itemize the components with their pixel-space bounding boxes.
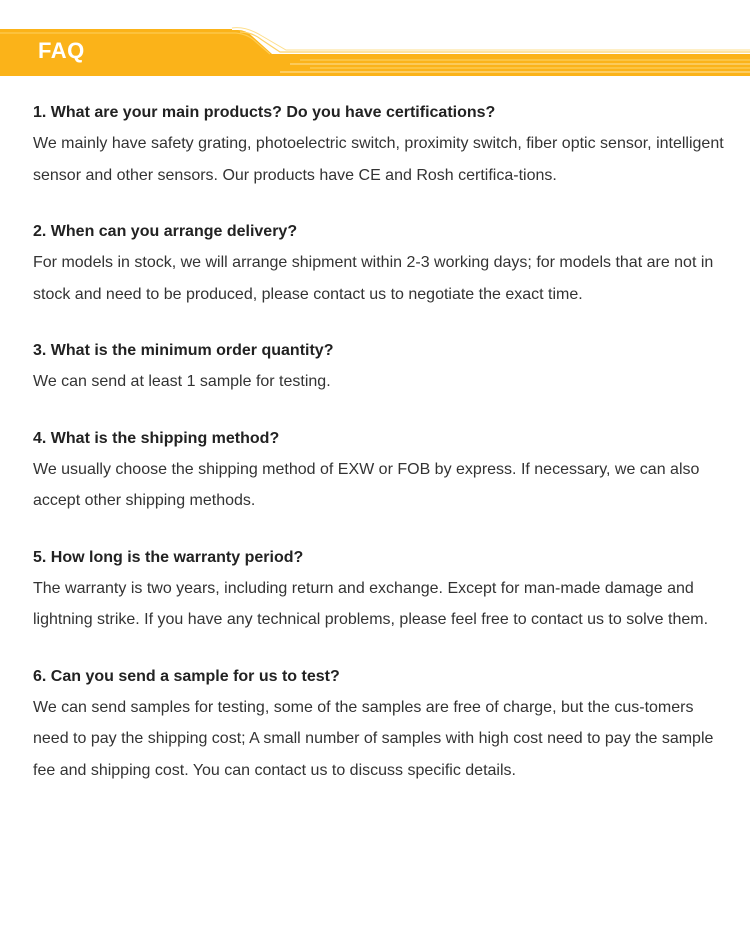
faq-answer: We can send samples for testing, some of the samples are free of charge, but the cus-tomers need to pay the shipping cost; A small number of samples with high cost need to pay the sample fee and shipping cost. You can contact us to discuss specific details. (33, 698, 714, 779)
faq-answer: We mainly have safety grating, photoelectric switch, proximity switch, fiber optic sensor, intelligent sensor and other sensors. Our products have CE and Rosh certifica-tions. (33, 135, 724, 184)
banner-shape (0, 0, 750, 90)
faq-header-banner (0, 0, 750, 90)
faq-item (33, 426, 733, 517)
faq-question: 4. What is the shipping method? (33, 429, 280, 447)
faq-answer: The warranty is two years, including return and exchange. Except for man-made damage and lightning strike. If you have any technical problems, please feel free to contact us to solve them. (33, 579, 709, 628)
faq-answer: For models in stock, we will arrange shipment within 2-3 working days; for models that are not in stock and need to be produced, please contact us to negotiate the exact time. (33, 254, 714, 303)
page-title: FAQ (38, 38, 85, 63)
faq-question: 3. What is the minimum order quantity? (33, 342, 334, 359)
faq-item (33, 219, 733, 310)
faq-item (33, 664, 733, 787)
faq-question: 1. What are your main products? Do you have certifications? (33, 104, 496, 121)
faq-item (33, 100, 733, 191)
faq-question: 5. How long is the warranty period? (33, 548, 304, 566)
faq-answer: We usually choose the shipping method of EXW or FOB by express. If necessary, we can also accept other shipping methods. (33, 460, 700, 509)
faq-item (33, 338, 733, 398)
faq-list (33, 100, 733, 814)
faq-answer: We can send at least 1 sample for testing. (33, 373, 331, 390)
faq-item (33, 545, 733, 636)
faq-question: 6. Can you send a sample for us to test? (33, 667, 340, 685)
faq-question: 2. When can you arrange delivery? (33, 223, 298, 240)
